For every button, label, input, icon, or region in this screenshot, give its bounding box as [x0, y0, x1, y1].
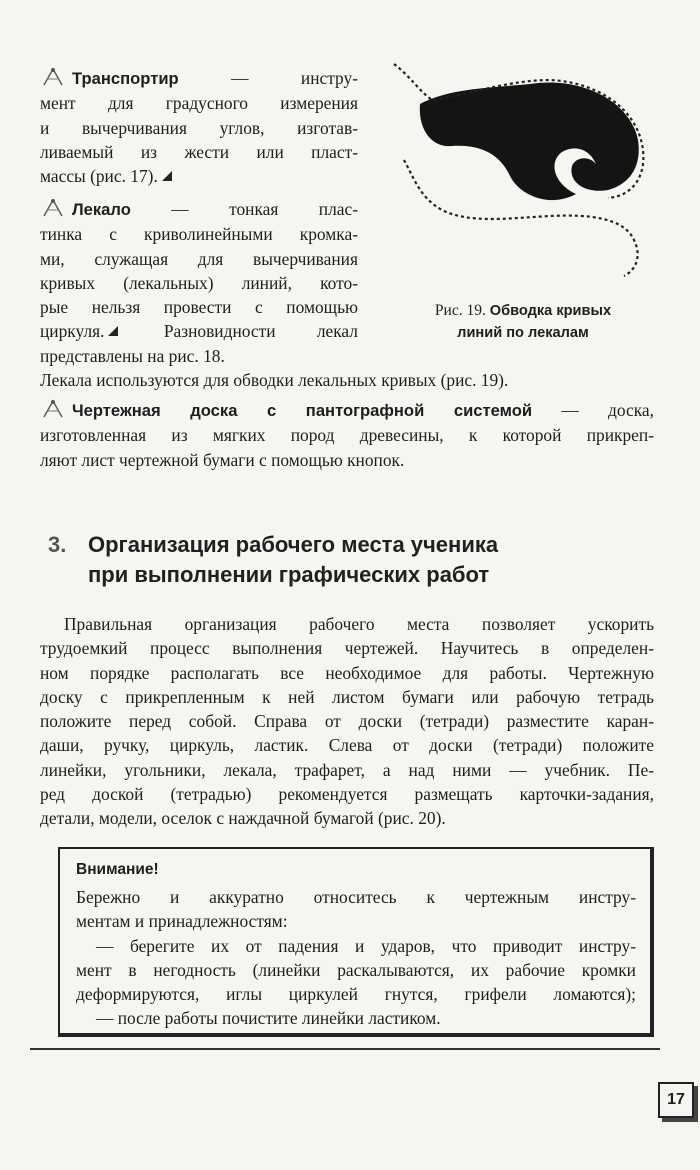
notice-line: — берегите их от падения и ударов, что приводит инстру-	[96, 935, 636, 956]
section-title-line: Организация рабочего места ученика	[88, 532, 499, 557]
notice-line: деформируются, иглы циркулей гнутся, грифели ломаются);	[76, 984, 636, 1005]
compass-marker-icon	[40, 198, 66, 218]
paragraph-lekalo-use	[40, 368, 654, 392]
term-drawing-board: Чертежная доска с пантографной системой	[72, 401, 533, 420]
figure-19-caption: Рис. 19. Обводка кривых линий по лекалам	[434, 302, 612, 341]
text-line: трудоемкий процесс выполнения чертежей. Научитесь в определен-	[40, 638, 654, 659]
notice-line: — после работы почистите линейки ластиком.	[96, 1008, 441, 1029]
french-curve-shape	[420, 82, 639, 200]
page-number: 17	[658, 1082, 694, 1118]
notice-line: Бережно и аккуратно относитесь к чертежным инстру-	[76, 887, 636, 907]
text-line: ливаемый из жести или пласт-	[40, 141, 358, 162]
text-line: даши, ручку, циркуль, ластик. Слева от доски (тетради) положите	[40, 735, 654, 756]
text-line: кривых (лекальных) линий, кото-	[40, 272, 358, 293]
text-line: циркуля. Разновидности лекал	[40, 321, 358, 342]
text-line: линейки, угольники, лекала, трафарет, а над ними — учебник. Пе-	[40, 759, 654, 780]
notice-line: ментам и принадлежностям:	[76, 911, 288, 932]
text-line: представлены на рис. 18.	[40, 345, 225, 366]
paragraph-lekalo	[40, 197, 358, 368]
figure-label: Рис. 19.	[434, 302, 486, 319]
section-title-line: при выполнении графических работ	[88, 562, 490, 587]
text-line: Транспортир — инстру-	[40, 66, 358, 91]
text-line: Правильная организация рабочего места позволяет ускорить	[64, 614, 654, 634]
triangle-end-icon	[161, 170, 173, 182]
paragraph-workplace	[40, 612, 654, 831]
text-line: ред доской (тетрадью) рекомендуется размещать карточки-задания,	[40, 784, 654, 805]
text-line: детали, модели, оселок с наждачной бумагой (рис. 20).	[40, 808, 446, 829]
notice-title: Внимание!	[76, 861, 159, 878]
text-line: и вычерчивания углов, изготав-	[40, 117, 358, 138]
compass-marker-icon	[40, 67, 66, 87]
text-line: рые нельзя провести с помощью	[40, 297, 358, 318]
text-line: тинка с криволинейными кромка-	[40, 224, 358, 245]
bottom-rule	[30, 1048, 660, 1050]
notice-box	[58, 847, 654, 1037]
text-line: ляют лист чертежной бумаги с помощью кнопок.	[40, 449, 405, 470]
paragraph-protractor	[40, 66, 358, 188]
triangle-end-icon	[107, 325, 119, 337]
notice-line: мент в негодность (линейки раскалываются, их рабочие кромки	[76, 959, 636, 980]
term-protractor: Транспортир	[72, 69, 179, 88]
section-number: 3.	[48, 532, 67, 557]
text-line: ном порядке располагать все необходимое для работы. Чертежную	[40, 662, 654, 683]
text-line: мент для градусного измерения	[40, 93, 358, 114]
text-line: изготовленная из мягких пород древесины, к которой прикреп-	[40, 425, 654, 446]
section-heading	[48, 530, 668, 590]
text-line: положите перед собой. Справа от доски (тетради) разместите каран-	[40, 711, 654, 732]
text-line: Лекала используются для обводки лекальных кривых (рис. 19).	[40, 370, 509, 390]
paragraph-drawing-board	[40, 398, 654, 472]
text-line: массы (рис. 17).	[40, 164, 358, 188]
term-lekalo: Лекало	[72, 200, 131, 219]
text-line: ми, служащая для вычерчивания	[40, 248, 358, 269]
text-line: доску с прикрепленным к ней листом бумаги или рабочую тетрадь	[40, 686, 654, 707]
text-line: Лекало — тонкая плас-	[40, 197, 358, 222]
compass-marker-icon	[40, 399, 66, 419]
figure-19-french-curve	[380, 58, 680, 298]
notice-text	[76, 885, 636, 1031]
text-line: Чертежная доска с пантографной системой — доска,	[40, 398, 654, 423]
